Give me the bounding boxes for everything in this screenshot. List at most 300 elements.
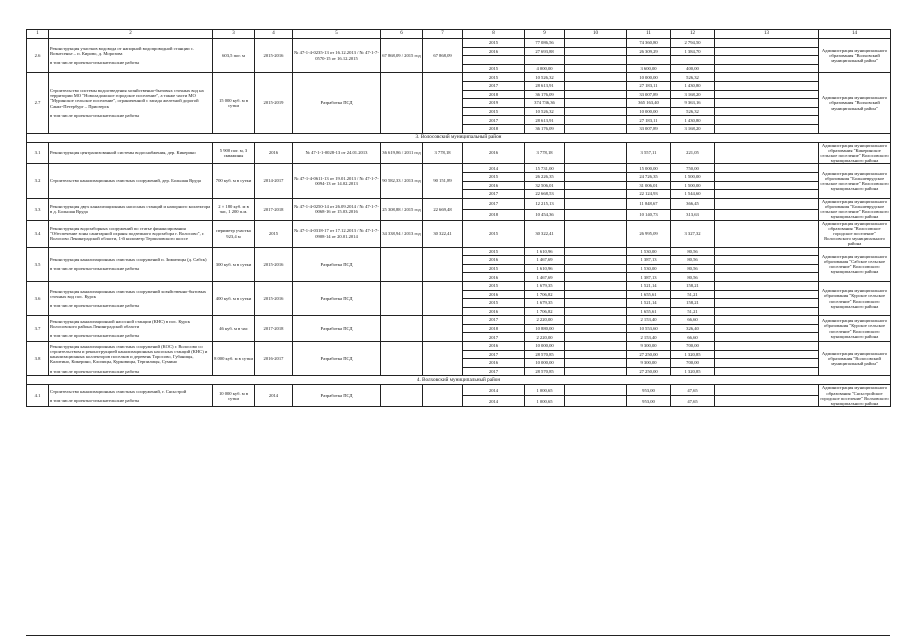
total-amount-cell: 28 613,91 (525, 81, 565, 90)
year-cell: 2016 (463, 181, 525, 190)
regional-budget-cell: 1 530,00 (627, 247, 671, 256)
year-cell: 2018 (463, 324, 525, 333)
federal-budget-cell (565, 247, 627, 256)
year-cell: 2015 (463, 172, 525, 181)
responsible-organization: Администрация муниципального образования "Волосовский муниципальный район" (819, 342, 891, 376)
local-budget-cell: 313,63 (671, 209, 715, 220)
regional-budget-cell: 9 300,00 (627, 342, 671, 351)
other-sources-cell (715, 299, 819, 308)
total-amount-cell: 28 570,85 (525, 350, 565, 359)
local-budget-cell: 1 320,85 (671, 350, 715, 359)
project-number: 2.7 (27, 73, 49, 133)
page-bottom-rule (26, 635, 890, 639)
responsible-organization: Администрация муниципального образования "Сабское сельское поселение" Волосовского муниципального района (819, 247, 891, 281)
year-cell: 2015 (463, 39, 525, 48)
year-cell: 2016 (463, 273, 525, 282)
federal-budget-cell (565, 220, 627, 247)
total-amount-cell: 2 220,00 (525, 316, 565, 325)
regional-budget-cell: 27 183,11 (627, 81, 671, 90)
regional-budget-cell: 33 007,89 (627, 124, 671, 133)
column-number-14: 14 (819, 30, 891, 39)
project-name: Реконструкция канализационных очистных сооружений хозяйственно-бытовых сточных вод пос. Курск в том числе проектно-изыскательские работы (49, 281, 213, 315)
project-years: 2017-2018 (255, 198, 293, 220)
project-estimated-cost: 67 868,09 / 2015 год (381, 39, 423, 73)
other-sources-cell (715, 124, 819, 133)
regional-budget-cell: 10 000,00 (627, 107, 671, 116)
project-capacity: 10 000 куб. м в сутки (213, 385, 255, 407)
local-budget-cell: 3 168,20 (671, 90, 715, 99)
year-cell: 2017 (463, 350, 525, 359)
year-cell: 2014 (463, 385, 525, 396)
table-row (27, 73, 891, 82)
project-estimated-cost (381, 73, 423, 133)
project-estimated-cost: 25 308,88 / 2015 год (381, 198, 423, 220)
project-approval-docs: № 47-1-1-0028-13 от 24.01.2013 (293, 142, 381, 164)
total-amount-cell: 28 570,85 (525, 367, 565, 376)
year-cell: 2018 (463, 90, 525, 99)
column-number-header (27, 30, 891, 39)
regional-budget-cell: 26 995,09 (627, 220, 671, 247)
local-budget-cell: 3 327,32 (671, 220, 715, 247)
column-number-3: 3 (213, 30, 255, 39)
total-amount-cell: 30 322,41 (525, 220, 565, 247)
project-name: Реконструкция канализационной насосной станции (КНС) в пос. Курск Волосовского района Ленинградской области в том числе проектно-изыскательские работы (49, 316, 213, 342)
regional-budget-cell: 10 000,00 (627, 73, 671, 82)
other-sources-cell (715, 81, 819, 90)
project-capacity: 5 900 пог. м, 3 скважины (213, 142, 255, 164)
regional-budget-cell: 1 387,13 (627, 273, 671, 282)
project-estimated-cost (381, 247, 423, 281)
local-budget-cell: 700,00 (671, 359, 715, 368)
project-approval-docs: № 47-1-4-0318-17 от 17.12.2013 / № 47-1-7-0908-14 от 20.01.2014 (293, 220, 381, 247)
other-sources-cell (715, 90, 819, 99)
project-years: 2016 (255, 142, 293, 164)
column-number-10: 10 (565, 30, 627, 39)
project-remaining-cost (423, 73, 463, 133)
project-approval-docs: № 47-1-4-0235-13 от 16.12.2013 / № 47-1-7-0570-15 от 16.12.2015 (293, 39, 381, 73)
other-sources-cell (715, 209, 819, 220)
regional-budget-cell: 74 360,80 (627, 39, 671, 48)
local-budget-cell: 66,60 (671, 333, 715, 342)
year-cell: 2017 (463, 316, 525, 325)
federal-budget-cell (565, 190, 627, 199)
other-sources-cell (715, 142, 819, 164)
regional-budget-cell: 27 250,00 (627, 350, 671, 359)
year-cell: 2019 (463, 99, 525, 108)
year-cell: 2017 (463, 190, 525, 199)
local-budget-cell: 80,56 (671, 256, 715, 265)
project-capacity: 15 000 куб. м в сутки (213, 73, 255, 133)
total-amount-cell: 26 226,35 (525, 172, 565, 181)
federal-budget-cell (565, 181, 627, 190)
project-years: 2015 (255, 220, 293, 247)
total-amount-cell: 15 731,00 (525, 164, 565, 173)
project-approval-docs: Разработка ПСД (293, 281, 381, 315)
federal-budget-cell (565, 264, 627, 273)
regional-budget-cell: 24 726,35 (627, 172, 671, 181)
year-cell: 2016 (463, 47, 525, 56)
total-amount-cell: 10 454,36 (525, 209, 565, 220)
year-cell: 2014 (463, 164, 525, 173)
regional-budget-cell: 953,00 (627, 396, 671, 407)
federal-budget-cell (565, 47, 627, 56)
project-number: 4.1 (27, 385, 49, 407)
other-sources-cell (715, 220, 819, 247)
column-number-11: 11 (627, 30, 671, 39)
other-sources-cell (715, 99, 819, 108)
design-work-note: в том числе проектно-изыскательские работы (50, 112, 140, 118)
project-name: Реконструкция канализационных очистных сооружений п. Зимитицы (д. Сабск) в том числе проектно-изыскательские работы (49, 247, 213, 281)
project-remaining-cost (423, 316, 463, 342)
total-amount-cell: 10 526,32 (525, 73, 565, 82)
federal-budget-cell (565, 164, 627, 173)
total-amount-cell: 1 706,82 (525, 307, 565, 316)
regional-budget-cell: 953,00 (627, 385, 671, 396)
other-sources-cell (715, 273, 819, 282)
table-row (27, 316, 891, 325)
total-amount-cell: 36 176,09 (525, 90, 565, 99)
total-amount-cell: 1 610,96 (525, 264, 565, 273)
project-estimated-cost (381, 385, 423, 407)
project-years: 2017-2018 (255, 316, 293, 342)
year-cell: 2014 (463, 396, 525, 407)
total-amount-cell: 28 613,91 (525, 116, 565, 125)
total-amount-cell: 1 610,96 (525, 247, 565, 256)
local-budget-cell: 526,32 (671, 73, 715, 82)
federal-budget-cell (565, 256, 627, 265)
federal-budget-cell (565, 81, 627, 90)
total-amount-cell: 32 506,01 (525, 181, 565, 190)
local-budget-cell: 9 363,16 (671, 99, 715, 108)
column-number-9: 9 (525, 30, 565, 39)
section-title: 4. Волховский муниципальный район (27, 376, 891, 385)
other-sources-cell (715, 73, 819, 82)
column-number-5: 5 (293, 30, 381, 39)
project-capacity: 400 куб. м в сутки (213, 281, 255, 315)
project-remaining-cost: 90 151,89 (423, 164, 463, 198)
project-estimated-cost: 90 582,33 / 2013 год (381, 164, 423, 198)
responsible-organization: Администрация муниципального образования "Большеврудское сельское поселение" Волосовского муниципального района (819, 164, 891, 198)
project-remaining-cost (423, 247, 463, 281)
project-years: 2015-2016 (255, 39, 293, 73)
project-capacity: 700 куб. м в сутки (213, 164, 255, 198)
federal-budget-cell (565, 316, 627, 325)
project-approval-docs: Разработка ПСД (293, 247, 381, 281)
regional-budget-cell: 9 300,00 (627, 359, 671, 368)
project-number: 3.7 (27, 316, 49, 342)
year-cell: 2015 (463, 281, 525, 290)
year-cell: 2017 (463, 367, 525, 376)
project-approval-docs: № 47-1-4-0250-14 от 26.09.2014 / № 47-1-7-0068-16 от 15.03.2016 (293, 198, 381, 220)
project-years: 2016-2017 (255, 342, 293, 376)
regional-budget-cell: 11 848,67 (627, 198, 671, 209)
project-capacity: 46 куб. м в час (213, 316, 255, 342)
year-cell: 2015 (463, 220, 525, 247)
column-number-6: 6 (381, 30, 423, 39)
year-cell: 2015 (463, 299, 525, 308)
column-number-1: 1 (27, 30, 49, 39)
federal-budget-cell (565, 172, 627, 181)
responsible-organization: Администрация муниципального образования "Волосовское городское поселение" Волосовского муниципального района (819, 220, 891, 247)
total-amount-cell: 374 736,36 (525, 99, 565, 108)
responsible-organization: Администрация муниципального образования "Курское сельское поселение" Волосовского муниципального района (819, 316, 891, 342)
other-sources-cell (715, 281, 819, 290)
federal-budget-cell (565, 73, 627, 82)
federal-budget-cell (565, 273, 627, 282)
year-cell: 2017 (463, 333, 525, 342)
federal-budget-cell (565, 385, 627, 396)
total-amount-cell: 1 706,82 (525, 290, 565, 299)
total-amount-cell: 1 467,69 (525, 256, 565, 265)
federal-budget-cell (565, 64, 627, 73)
other-sources-cell (715, 247, 819, 256)
project-approval-docs: Разработка ПСД (293, 385, 381, 407)
year-cell: 2015 (463, 73, 525, 82)
local-budget-cell: 1 384,70 (671, 47, 715, 56)
local-budget-cell: 1 430,80 (671, 116, 715, 125)
total-amount-cell: 10 880,00 (525, 324, 565, 333)
federal-budget-cell (565, 281, 627, 290)
local-budget-cell: 80,56 (671, 264, 715, 273)
total-amount-cell: 3 778,18 (525, 142, 565, 164)
table-row (27, 281, 891, 290)
local-budget-cell: 1 430,80 (671, 81, 715, 90)
total-amount-cell: 36 176,09 (525, 124, 565, 133)
section-header-row (27, 133, 891, 142)
table-row (27, 385, 891, 396)
local-budget-cell: 47,65 (671, 396, 715, 407)
project-number: 3.1 (27, 142, 49, 164)
federal-budget-cell (565, 99, 627, 108)
responsible-organization: Администрация муниципального образования "Волховский муниципальный район" (819, 39, 891, 73)
regional-budget-cell: 1 655,61 (627, 307, 671, 316)
regional-budget-cell: 365 163,40 (627, 99, 671, 108)
total-amount-cell: 1 679,35 (525, 299, 565, 308)
other-sources-cell (715, 359, 819, 368)
total-amount-cell: 22 668,53 (525, 190, 565, 199)
other-sources-cell (715, 256, 819, 265)
project-years: 2014 (255, 385, 293, 407)
other-sources-cell (715, 290, 819, 299)
project-name: Строительство системы водоотведения хозяйственно-бытовых сточных вод на территории МО "Новоладожское городское поселение", а также части МО "Муринское сельское поселение", ограниченной с запада железной дорогой Санкт-Петербург – Приозерск в том числе проектно-изыскательские работы (49, 73, 213, 133)
responsible-organization: Администрация муниципального образования "Кикеринское сельское поселение" Волосовского муниципального района (820, 142, 889, 164)
project-name: Реконструкция канализационных очистных сооружений (КОС) г. Волосово со строительством и реконструкцией канализационных насосных станций (КНС) и канализационных коллекторов поселков и деревень Торосово, Губаницы, Калитино, Кикерино, Клопицы, Курковицы, Терпилицы, Сумино в том числе проектно-изыскательские работы (49, 342, 213, 376)
regional-budget-cell: 27 250,00 (627, 367, 671, 376)
project-approval-docs: Разработка ПСД (293, 342, 381, 376)
responsible-organization: Администрация муниципального образования "Курское сельское поселение" Волосовского муниципального района (819, 281, 891, 315)
regional-budget-cell: 1 387,13 (627, 256, 671, 265)
project-years: 2014-2017 (255, 164, 293, 198)
local-budget-cell: 750,00 (671, 164, 715, 173)
other-sources-cell (715, 333, 819, 342)
table-row (27, 198, 891, 209)
total-amount-cell: 27 693,88 (525, 47, 565, 56)
project-estimated-cost: 36 619,86 / 2011 год (381, 142, 423, 164)
table-row (27, 247, 891, 256)
year-cell: 2016 (463, 307, 525, 316)
regional-budget-cell: 3 557,11 (627, 142, 671, 164)
column-number-7: 7 (423, 30, 463, 39)
other-sources-cell (715, 164, 819, 173)
design-work-note: в том числе проектно-изыскательские работы (50, 303, 140, 309)
project-estimated-cost (381, 342, 423, 376)
regional-budget-cell: 2 153,40 (627, 333, 671, 342)
project-number: 3.5 (27, 247, 49, 281)
design-work-note: в том числе проектно-изыскательские работы (50, 397, 140, 403)
design-work-note: в том числе проектно-изыскательские работы (50, 368, 140, 374)
regional-budget-cell: 33 007,89 (627, 90, 671, 99)
project-number: 3.6 (27, 281, 49, 315)
other-sources-cell (715, 264, 819, 273)
project-remaining-cost: 3 778,18 (423, 142, 463, 164)
total-amount-cell: 1 000,65 (525, 385, 565, 396)
federal-budget-cell (565, 359, 627, 368)
design-work-note: в том числе проектно-изыскательские работы (50, 266, 140, 272)
federal-budget-cell (565, 116, 627, 125)
regional-budget-cell: 15 000,00 (627, 164, 671, 173)
regional-budget-cell: 1 521,14 (627, 281, 671, 290)
other-sources-cell (715, 107, 819, 116)
project-number: 3.3 (27, 198, 49, 220)
federal-budget-cell (565, 198, 627, 209)
federal-budget-cell (565, 299, 627, 308)
local-budget-cell: 158,21 (671, 281, 715, 290)
design-work-note: в том числе проектно-изыскательские работы (50, 60, 140, 66)
regional-budget-cell: 10 140,73 (627, 209, 671, 220)
section-title: 3. Волосовский муниципальный район (27, 133, 891, 142)
year-cell: 2016 (463, 142, 525, 164)
federal-budget-cell (565, 56, 627, 65)
other-sources-cell (715, 39, 819, 48)
total-amount-cell (525, 56, 565, 65)
table-row (27, 142, 891, 164)
regional-budget-cell: 10 553,60 (627, 324, 671, 333)
federal-budget-cell (565, 324, 627, 333)
project-estimated-cost: 34 338,94 / 2013 год (381, 220, 423, 247)
federal-budget-cell (565, 350, 627, 359)
project-approval-docs: Разработка ПСД (293, 316, 381, 342)
local-budget-cell: 400,00 (671, 64, 715, 73)
project-remaining-cost (423, 385, 463, 407)
project-capacity: 603,5 пог. м (213, 39, 255, 73)
project-years: 2015-2016 (255, 281, 293, 315)
other-sources-cell (715, 385, 819, 396)
total-amount-cell: 1 679,35 (525, 281, 565, 290)
local-budget-cell: 80,56 (671, 247, 715, 256)
regional-budget-cell: 1 530,00 (627, 264, 671, 273)
project-capacity: 2 × 180 куб. м в час, 1 200 п.м. (213, 198, 255, 220)
local-budget-cell: 1 500,00 (671, 181, 715, 190)
total-amount-cell: 10 000,00 (525, 359, 565, 368)
column-number-8: 8 (463, 30, 525, 39)
project-name: Реконструкция участков водовода от напорной водопроводной станции с. Вознесенье – п. Кирово, д. Морозова в том числе проектно-изыскательские работы (49, 39, 213, 73)
total-amount-cell: 4 000,00 (525, 64, 565, 73)
local-budget-cell: 700,00 (671, 342, 715, 351)
other-sources-cell (715, 367, 819, 376)
regional-budget-cell: 3 600,00 (627, 64, 671, 73)
project-estimated-cost (381, 281, 423, 315)
project-name: Строительство канализационных очистных сооружений, г. Сясьстрой в том числе проектно-изыскательские работы (49, 385, 213, 407)
federal-budget-cell (565, 90, 627, 99)
federal-budget-cell (565, 367, 627, 376)
project-remaining-cost: 22 669,48 (423, 198, 463, 220)
other-sources-cell (715, 116, 819, 125)
federal-budget-cell (565, 333, 627, 342)
column-number-12: 12 (671, 30, 715, 39)
total-amount-cell: 1 467,69 (525, 273, 565, 282)
responsible-organization: Администрация муниципального образования "Сясьстройское городское поселение" Волховского муниципального района (820, 385, 889, 407)
federal-budget-cell (565, 107, 627, 116)
year-cell: 2017 (463, 116, 525, 125)
project-capacity: 300 куб. м в сутки (213, 247, 255, 281)
other-sources-cell (715, 64, 819, 73)
local-budget-cell: 3 168,20 (671, 124, 715, 133)
year-cell: 2015 (463, 247, 525, 256)
total-amount-cell: 1 000,65 (525, 396, 565, 407)
project-number: 3.4 (27, 220, 49, 247)
local-budget-cell: 2 794,50 (671, 39, 715, 48)
design-work-note: в том числе проектно-изыскательские работы (50, 333, 140, 339)
regional-budget-cell: 27 183,11 (627, 116, 671, 125)
regional-budget-cell: 2 153,40 (627, 316, 671, 325)
year-cell: 2015 (463, 264, 525, 273)
responsible-organization: Администрация муниципального образования "Большеврудское сельское поселение" Волосовского муниципального района (820, 198, 889, 220)
project-remaining-cost: 67 868,09 (423, 39, 463, 73)
local-budget-cell: 1 320,85 (671, 367, 715, 376)
local-budget-cell: 47,65 (671, 385, 715, 396)
other-sources-cell (715, 307, 819, 316)
local-budget-cell: 526,32 (671, 107, 715, 116)
other-sources-cell (715, 342, 819, 351)
local-budget-cell: 66,60 (671, 316, 715, 325)
federal-budget-cell (565, 39, 627, 48)
other-sources-cell (715, 396, 819, 407)
project-years: 2015-2019 (255, 73, 293, 133)
total-amount-cell: 2 220,00 (525, 333, 565, 342)
year-cell: 2016 (463, 359, 525, 368)
total-amount-cell: 12 215,13 (525, 198, 565, 209)
year-cell: 2016 (463, 342, 525, 351)
other-sources-cell (715, 47, 819, 56)
local-budget-cell: 221,05 (671, 142, 715, 164)
project-name: Строительство канализационных очистных сооружений, дер. Большая Вруда (49, 164, 213, 198)
column-number-2: 2 (49, 30, 213, 39)
table-row (27, 164, 891, 173)
year-cell: 2016 (463, 256, 525, 265)
year-cell: 2018 (463, 209, 525, 220)
project-number: 3.2 (27, 164, 49, 198)
other-sources-cell (715, 190, 819, 199)
regional-budget-cell: 1 655,61 (627, 290, 671, 299)
project-name: Реконструкция централизованной системы водоснабжения, дер. Кикерино (49, 142, 213, 164)
local-budget-cell: 366,45 (671, 198, 715, 209)
total-amount-cell: 10 000,00 (525, 342, 565, 351)
project-remaining-cost (423, 281, 463, 315)
federal-budget-cell (565, 124, 627, 133)
column-number-13: 13 (715, 30, 819, 39)
other-sources-cell (715, 56, 819, 65)
project-approval-docs: Разработка ПСД (293, 73, 381, 133)
local-budget-cell: 51,21 (671, 290, 715, 299)
other-sources-cell (715, 350, 819, 359)
local-budget-cell: 1 544,60 (671, 190, 715, 199)
regional-budget-cell: 22 124,93 (627, 190, 671, 199)
responsible-organization: Администрация муниципального образования "Волховский муниципальный район" (819, 73, 891, 133)
regional-budget-cell: 1 521,14 (627, 299, 671, 308)
project-capacity: периметр участка 923,4 м (213, 220, 255, 247)
local-budget-cell: 326,40 (671, 324, 715, 333)
year-cell: 2017 (463, 81, 525, 90)
